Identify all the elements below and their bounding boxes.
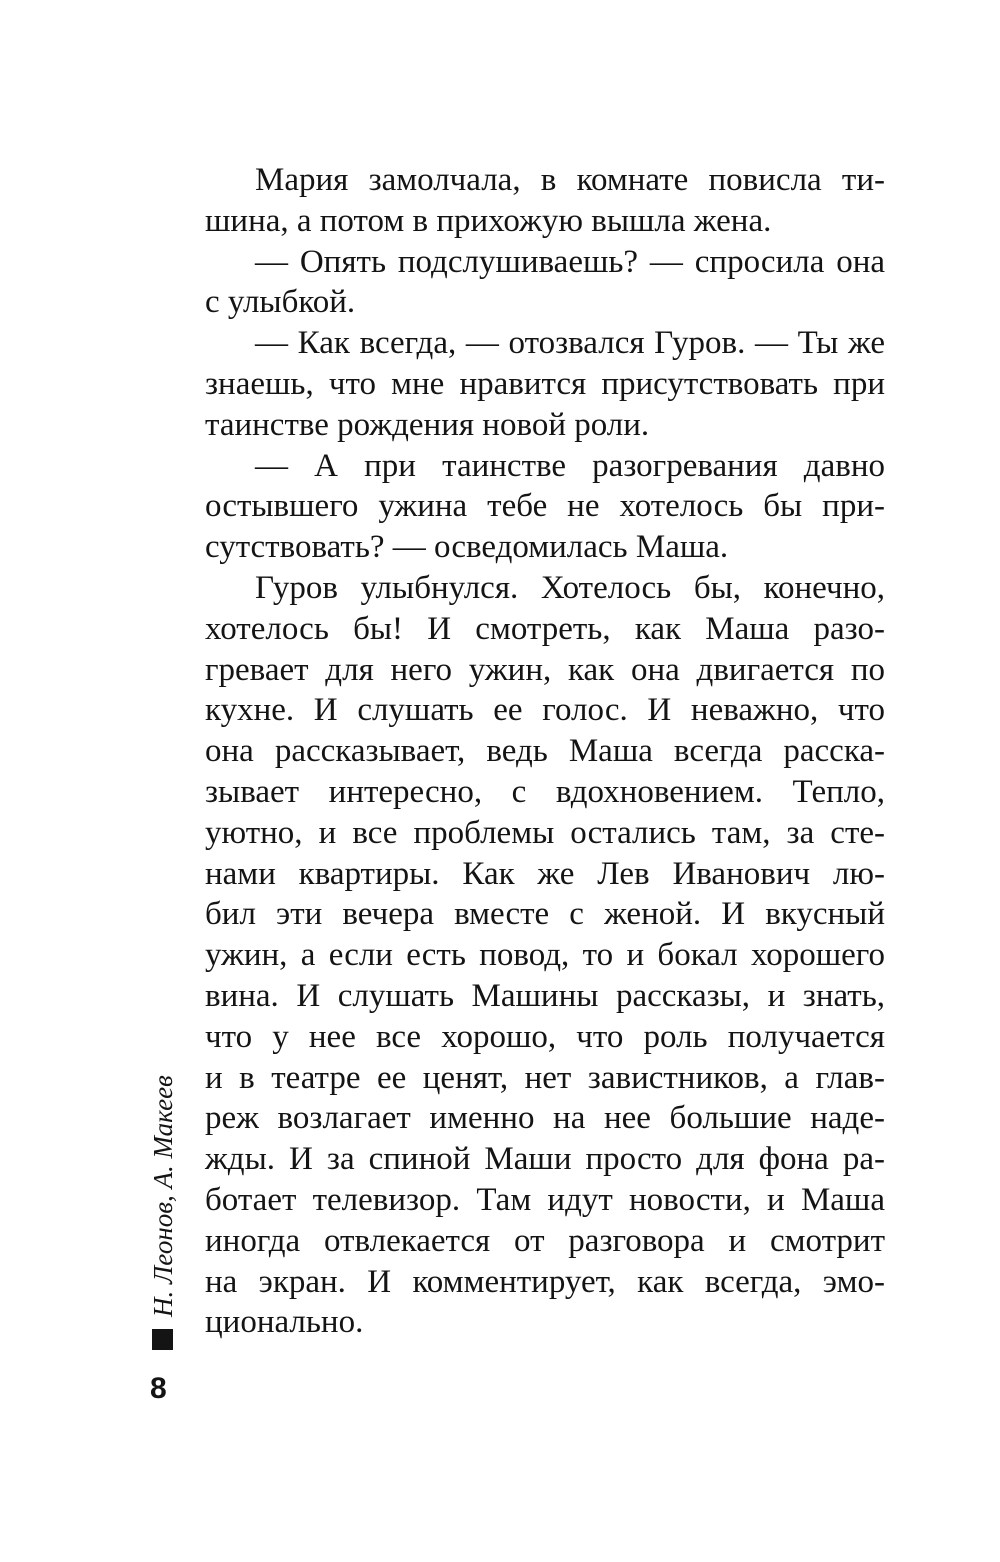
- text-line: — Опять подслушиваешь? — спросила она: [255, 243, 885, 280]
- text-line: Гуров улыбнулся. Хотелось бы, конечно,: [255, 569, 885, 606]
- text-line: сутствовать? — осведомилась Маша.: [205, 529, 729, 566]
- running-head-author: Н. Леонов, А. Макеев: [148, 1075, 178, 1317]
- text-line: — Как всегда, — отозвался Гуров. — Ты же: [255, 325, 885, 362]
- text-line: жды. И за спиной Маши просто для фона ра-: [205, 1141, 885, 1178]
- text-line: остывшего ужина тебе не хотелось бы при-: [205, 488, 885, 525]
- text-line: ционально.: [205, 1304, 364, 1341]
- text-line: уютно, и все проблемы остались там, за сте-: [205, 814, 885, 851]
- text-line: что у нее все хорошо, что роль получается: [205, 1018, 885, 1055]
- text-line: вина. И слушать Машины рассказы, и знать,: [205, 977, 885, 1014]
- text-line: иногда отвлекается от разговора и смотрит: [205, 1222, 885, 1259]
- text-line: таинстве рождения новой роли.: [205, 406, 650, 443]
- text-line: бил эти вечера вместе с женой. И вкусный: [205, 896, 885, 933]
- text-line: знаешь, что мне нравится присутствовать при: [205, 365, 885, 402]
- paragraph-3: [205, 323, 885, 445]
- text-line: хотелось бы! И смотреть, как Маша разо-: [205, 610, 885, 647]
- square-marker-icon: [152, 1329, 173, 1350]
- text-line: она рассказывает, ведь Маша всегда расска-: [205, 733, 885, 770]
- text-line: — А при таинстве разогревания давно: [255, 447, 885, 484]
- paragraph-1: [205, 160, 885, 242]
- text-line: шина, а потом в прихожую вышла жена.: [205, 202, 772, 239]
- text-line: ужин, а если есть повод, то и бокал хорошего: [205, 937, 885, 974]
- text-line: гревает для него ужин, как она двигается по: [205, 651, 885, 688]
- paragraph-2: [205, 242, 885, 324]
- text-line: нами квартиры. Как же Лев Иванович лю-: [205, 855, 885, 892]
- text-line: кухне. И слушать ее голос. И неважно, что: [205, 692, 885, 729]
- text-line: и в театре ее ценят, нет завистников, а глав-: [205, 1059, 885, 1096]
- body-text: [205, 160, 885, 1343]
- paragraph-5: [205, 568, 885, 1343]
- page-number: 8: [150, 1372, 167, 1405]
- text-line: ботает телевизор. Там идут новости, и Маша: [205, 1181, 885, 1218]
- text-line: с улыбкой.: [205, 284, 356, 321]
- text-line: зывает интересно, с вдохновением. Тепло,: [205, 773, 885, 810]
- text-line: реж возлагает именно на нее большие наде-: [205, 1100, 885, 1137]
- text-line: на экран. И комментирует, как всегда, эмо-: [205, 1263, 885, 1300]
- paragraph-4: [205, 446, 885, 568]
- text-line: Мария замолчала, в комнате повисла ти-: [255, 162, 885, 198]
